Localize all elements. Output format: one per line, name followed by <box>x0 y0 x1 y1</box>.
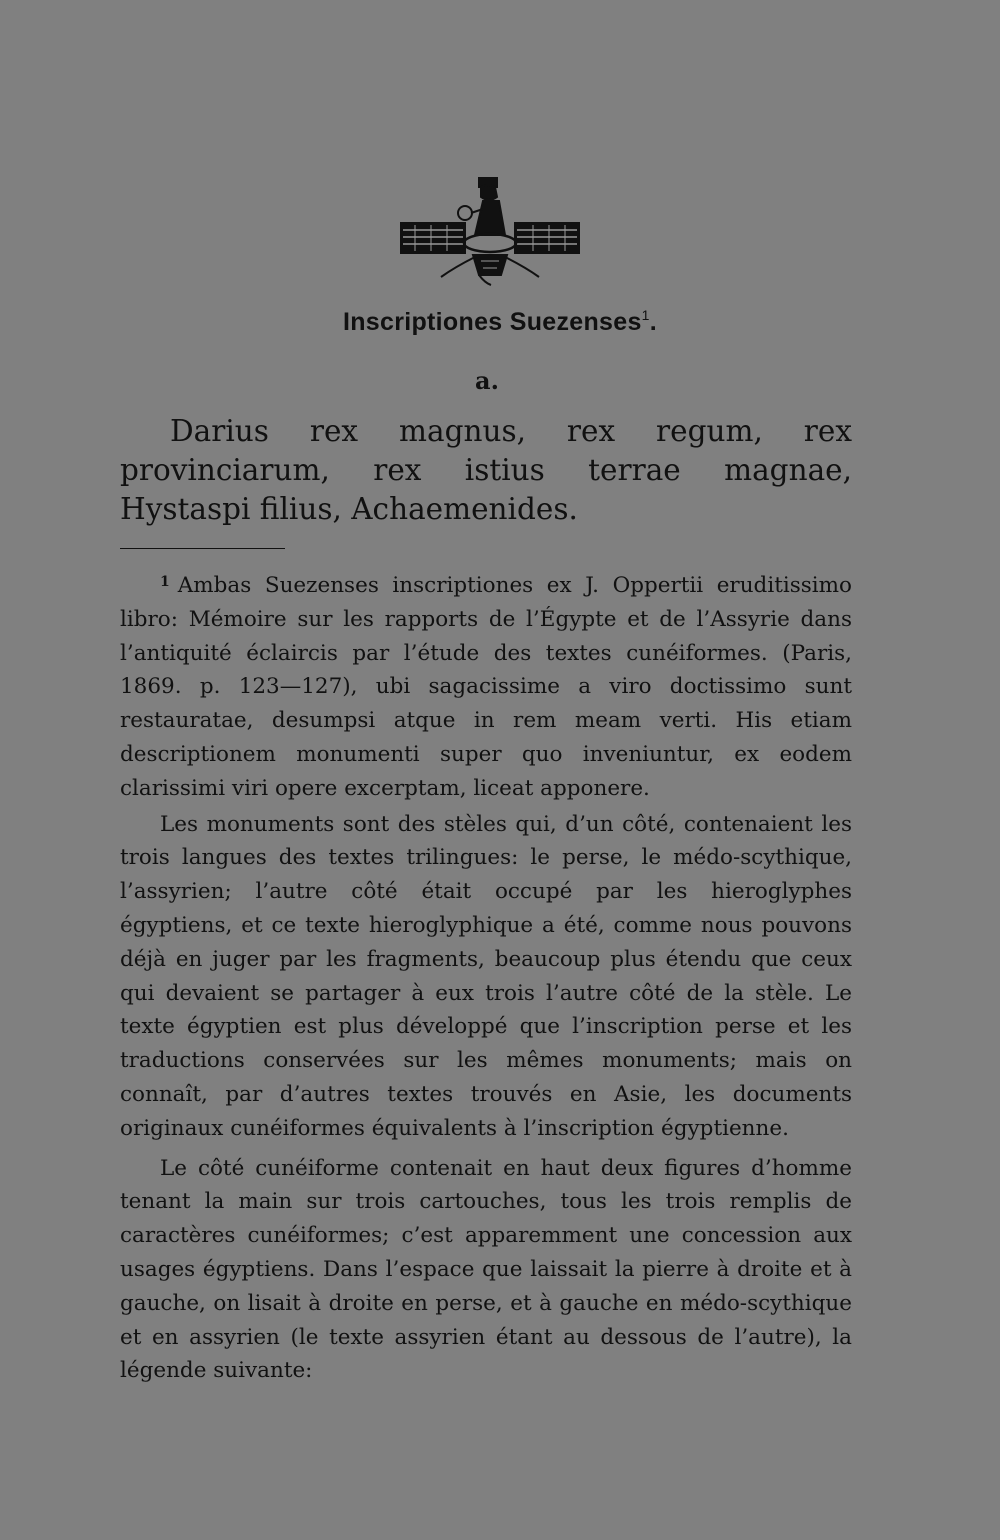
inscription-text: Darius rex magnus, rex regum, rex provinciarum, rex istius terrae magnae, Hystaspi filius, Achaemenides. <box>120 414 852 526</box>
footnote-divider <box>120 548 285 549</box>
page-heading <box>0 307 1000 337</box>
footnote-marker: 1 <box>160 574 170 590</box>
heading-title: Inscriptiones Suezenses <box>342 308 642 336</box>
heading-period: . <box>649 308 658 336</box>
footnote-paragraph-1-text: Ambas Suezenses inscriptiones ex J. Oppertii eruditissimo libro: Mémoire sur les rapports de l’Égypte et de l’Assyrie dans l’antiquité éclaircis par l’étude des textes cunéiformes. (Paris, 1869. p. 123—127), ubi sagacissime a viro doctissimo sunt restauratae, desumpsi atque in rem meam verti. His etiam descriptionem monumenti super quo inveniuntur, ex eodem clarissimi viri opere excerptam, liceat apponere. <box>120 573 852 801</box>
footnote <box>120 566 852 1388</box>
section-letter: a. <box>475 366 499 395</box>
faravahar-winged-figure-icon <box>395 175 585 290</box>
footnote-paragraph-3: Le côté cunéiforme contenait en haut deux figures d’homme tenant la main sur trois cartouches, tous les trois remplis de caractères cunéiformes; c’est apparemment une concession aux usages égyptiens. Dans l’espace que laissait la pierre à droite et à gauche, on lisait à droite en perse, et à gauche en médo-scythique et en assyrien (le texte assyrien étant au dessous de l’autre), la légende suivante: <box>120 1155 852 1384</box>
heading-footnote-ref: 1 <box>641 307 650 323</box>
footnote-paragraph-2: Les monuments sont des stèles qui, d’un côté, contenaient les trois langues des textes trilingues: le perse, le médo-scythique, l’assyrien; l’autre côté était occupé par les hieroglyphes égyptiens, et ce texte hieroglyphique a été, comme nous pouvons déjà en juger par les fragments, beaucoup plus étendu que ceux qui devaient se partager à eux trois l’autre côté de la stèle. Le texte égyptien est plus développé que l’inscription perse et les traductions conservées sur les mêmes monuments; mais on connaît, par d’autres textes trouvés en Asie, les documents originaux cunéiformes équivalents à l’inscription égyptienne. <box>120 811 852 1141</box>
footnote-paragraph <box>120 566 852 806</box>
